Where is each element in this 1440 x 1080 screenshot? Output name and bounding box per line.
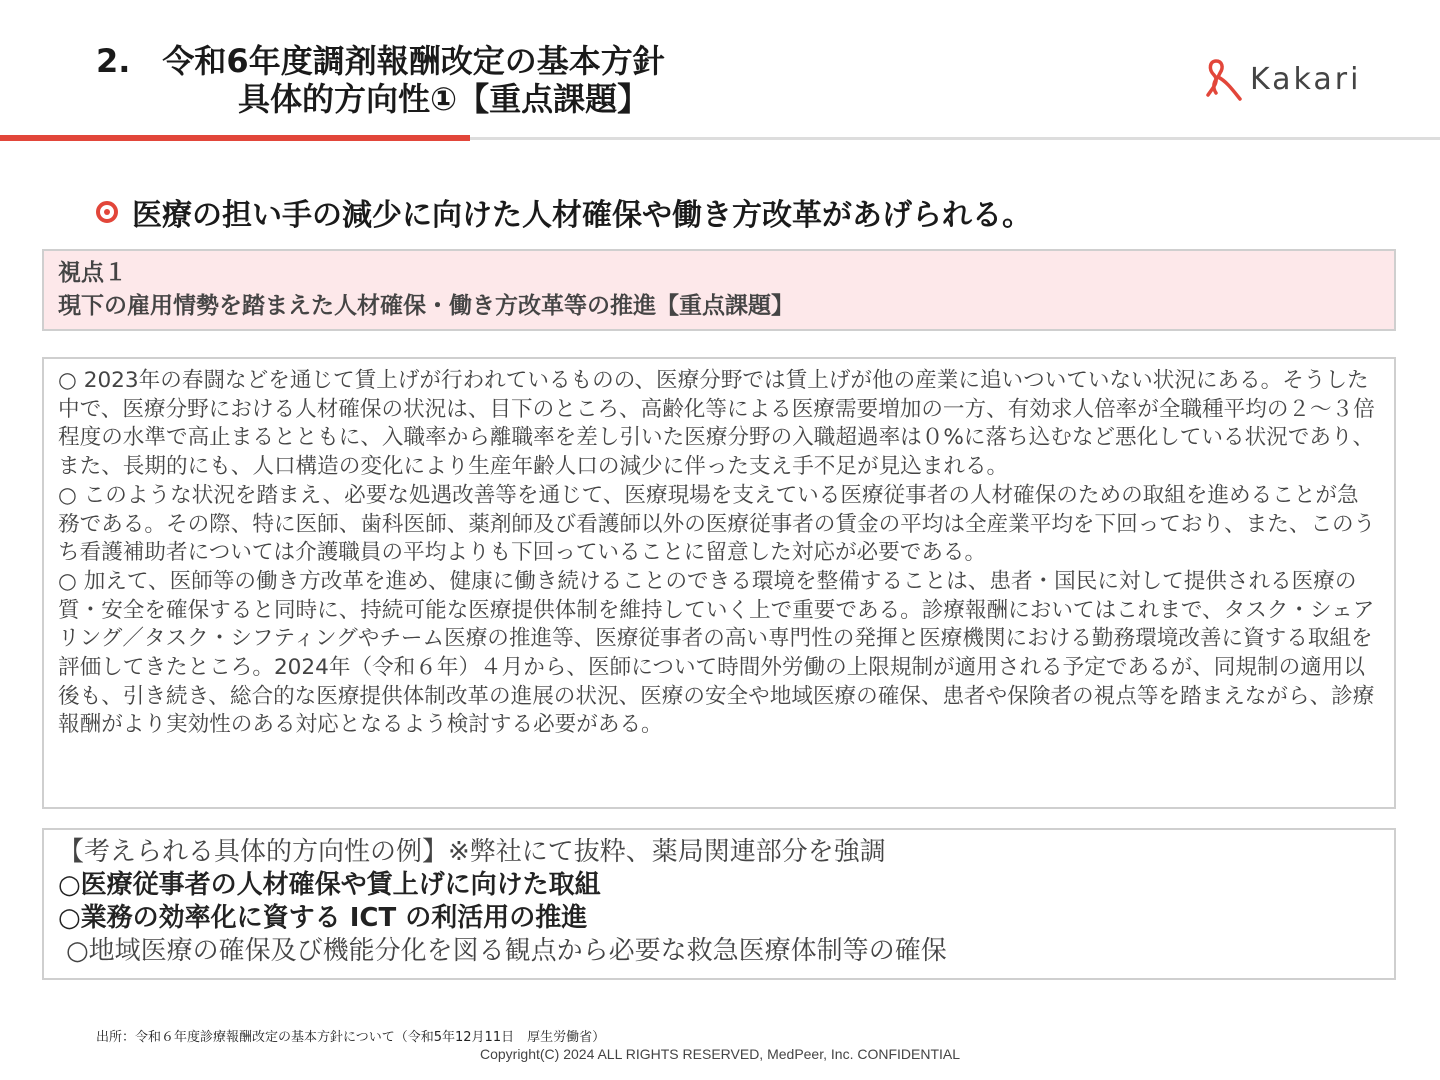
policy-paragraph: ○ このような状況を踏まえ、必要な処遇改善等を通じて、医療現場を支えている医療従事者の人材確保のための取組を進めることが急務である。その際、特に医師、歯科医師、薬剤師及び看護師以外の医療従事者の賃金の平均は全産業平均を下回っており、また、このうち看護補助者については介護職員の平均よりも下回っていることに留意した対応が必要である。 [58, 482, 1376, 566]
example-item-2: ○業務の効率化に資する ICT の利活用の推進 [58, 903, 588, 933]
policy-paragraph: ○ 加えて、医師等の働き方改革を進め、健康に働き続けることのできる環境を整備することは、患者・国民に対して提供される医療の質・安全を確保すると同時に、持続可能な医療提供体制を維持していく上で重要である。診療報酬においてはこれまで、タスク・シェアリング／タスク・シフティングやチーム医療の推進等、医療従事者の高い専門性の発揮と医療機関における勤務環境改善に資する取組を評価してきたところ。2024年（令和６年）４月から、医師について時間外労働の上限規制が適用される予定であるが、同規制の適用以後も、引き続き、総合的な医療提供体制改革の進展の状況、医療の安全や地域医療の確保、患者や保険者の視点等を踏まえながら、診療報酬がより実効性のある対応となるよう検討する必要がある。 [58, 568, 1375, 738]
page-title-line2: 具体的方向性①【重点課題】 [238, 80, 650, 118]
key-point-text: 医療の担い手の減少に向けた人材確保や働き方改革があげられる。 [132, 198, 1032, 233]
policy-paragraph: ○ 2023年の春闘などを通じて賃上げが行われているものの、医療分野では賃上げが他の産業に追いついていない状況にある。そうした中で、医療分野における人材確保の状況は、目下のところ、高齢化等による医療需要増加の一方、有効求人倍率が全職種平均の２～３倍程度の水準で高止まるとともに、入職率から離職率を差し引いた医療分野の入職超過率は０%に落ち込むなど悪化している状況であり、また、長期的にも、人口構造の変化により生産年齢人口の減少に伴った支え手不足が見込まれる。 [58, 368, 1375, 480]
viewpoint-title: 現下の雇用情勢を踏まえた人材確保・働き方改革等の推進【重点課題】 [58, 293, 794, 319]
logo-text: Kakari [1250, 61, 1362, 97]
header-divider-accent [0, 135, 470, 141]
page-title [96, 42, 665, 118]
viewpoint-box [42, 249, 1396, 331]
page-title-line1: 2. 令和6年度調剤報酬改定の基本方針 [96, 42, 665, 80]
examples-heading: 【考えられる具体的方向性の例】※弊社にて抜粋、薬局関連部分を強調 [58, 837, 886, 867]
example-item-1: ○医療従事者の人材確保や賃上げに向けた取組 [58, 870, 601, 900]
header-divider [470, 137, 1440, 140]
policy-text-box [42, 357, 1396, 809]
examples-box [42, 828, 1396, 980]
key-point [96, 190, 1032, 234]
viewpoint-label: 視点１ [58, 260, 127, 286]
bullet-icon [96, 201, 118, 223]
copyright: Copyright(C) 2024 ALL RIGHTS RESERVED, MedPeer, Inc. CONFIDENTIAL [479, 1046, 961, 1062]
example-item-3: ○地域医療の確保及び機能分化を図る観点から必要な救急医療体制等の確保 [66, 936, 947, 966]
source-note: 出所：令和６年度診療報酬改定の基本方針について（令和5年12月11日 厚生労働省） [96, 1030, 606, 1045]
kakari-logo [1204, 54, 1361, 104]
kakari-logo-icon [1204, 55, 1244, 103]
